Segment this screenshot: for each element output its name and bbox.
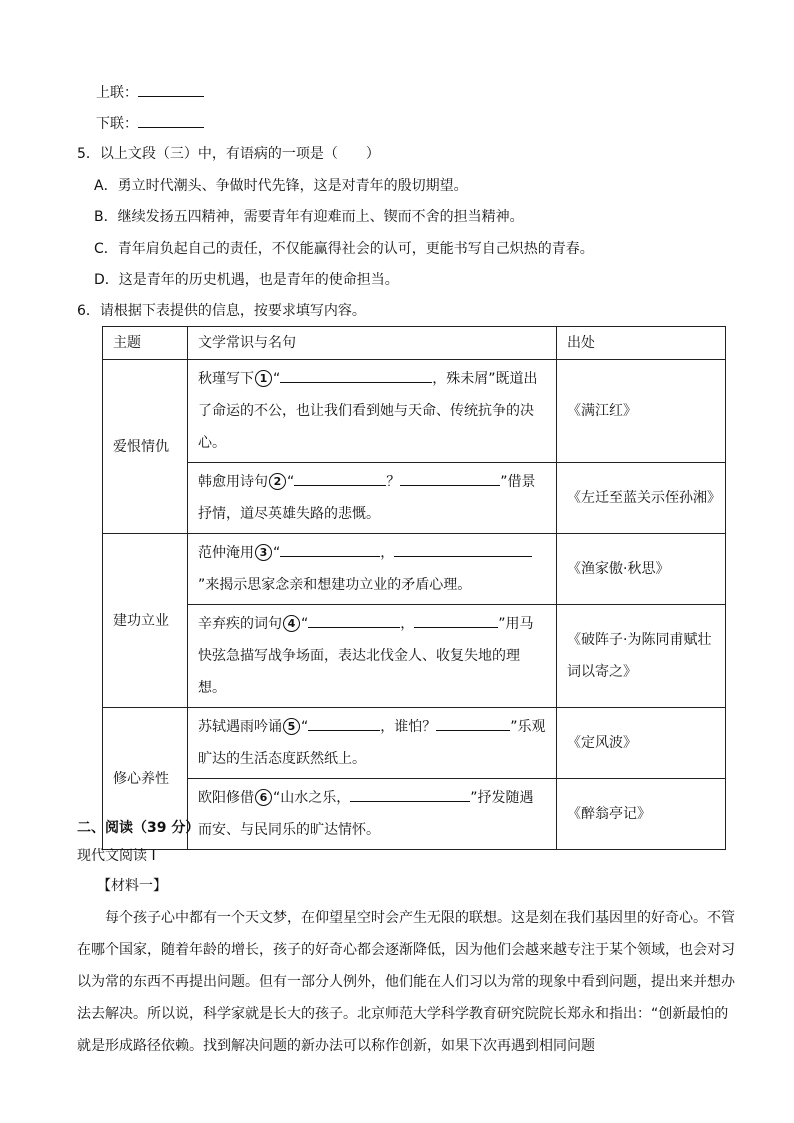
q5-option-a: A．勇立时代潮头、争做时代先锋，这是对青年的殷切期望。	[94, 178, 468, 194]
couplet-lower-blank[interactable]	[138, 113, 204, 128]
literature-table	[102, 326, 726, 850]
table-row	[103, 779, 726, 850]
content-cell: 秋瑾写下 1 “ ，殊未屑”既道出了命运的不公，也让我们看到她与天命、传统抗争的决心。	[188, 360, 557, 463]
table-row	[103, 534, 726, 605]
answer-blank[interactable]	[394, 542, 532, 557]
circled-number: 4	[283, 615, 300, 632]
answer-blank[interactable]	[350, 787, 470, 802]
header-theme: 主题	[103, 327, 188, 360]
circled-number: 6	[255, 789, 272, 806]
answer-blank[interactable]	[436, 716, 510, 731]
source-cell: 《渔家傲·秋思》	[557, 534, 726, 605]
content-cell: 欧阳修借 6 “山水之乐， ”抒发随遇而安、与民同乐的旷达情怀。	[188, 779, 557, 850]
q5-option-d: D．这是青年的历史机遇，也是青年的使命担当。	[94, 272, 399, 288]
header-content: 文学常识与名句	[188, 327, 557, 360]
table-header-row	[103, 327, 726, 360]
table-row	[103, 463, 726, 534]
theme-cell: 建功立业	[103, 534, 188, 708]
table-row	[103, 605, 726, 708]
source-cell: 《破阵子·为陈同甫赋壮词以寄之》	[557, 605, 726, 708]
circled-number: 5	[283, 718, 300, 735]
table-row	[103, 708, 726, 779]
table-row	[103, 360, 726, 463]
reading-paragraph: 每个孩子心中都有一个天文梦，在仰望星空时会产生无限的联想。这是刻在我们基因里的好奇心。不管在哪个国家，随着年龄的增长，孩子的好奇心都会逐渐降低，因为他们会越来越专注于某个领域，也会对习以为常的东西不再提出问题。但有一部分人例外，他们能在人们习以为常的现象中看到问题，提出来并想办法去解决。所以说，科学家就是长大的孩子。北京师范大学科学教育研究院院长郑永和指出：“创新最怕的就是形成路径依赖。找到解决问题的新办法可以称作创新，如果下次再遇到相同问题	[77, 910, 735, 1054]
circled-number: 2	[269, 473, 286, 490]
answer-blank[interactable]	[280, 542, 380, 557]
answer-blank[interactable]	[308, 716, 380, 731]
couplet-upper-blank[interactable]	[138, 82, 204, 97]
source-cell: 《满江红》	[557, 360, 726, 463]
content-cell: 范仲淹用 3 “ ，”来揭示思家念亲和想建功立业的矛盾心理。	[188, 534, 557, 605]
answer-blank[interactable]	[414, 613, 498, 628]
q6-stem: 6．请根据下表提供的信息，按要求填写内容。	[77, 303, 366, 319]
circled-number: 3	[255, 544, 272, 561]
theme-cell: 修心养性	[103, 708, 188, 850]
content-cell: 韩愈用诗句 2 “ ？ ”借景抒情，道尽英雄失路的悲慨。	[188, 463, 557, 534]
couplet-lower	[96, 113, 204, 134]
section-title: 二、阅读（39 分）	[77, 820, 200, 836]
material-label: 【材料一】	[97, 878, 167, 894]
circled-number: 1	[255, 370, 272, 387]
couplet-lower-label: 下联：	[96, 116, 138, 132]
q5-stem: 5．以上文段（三）中，有语病的一项是（ ）	[77, 146, 380, 162]
q5-option-b: B．继续发扬五四精神，需要青年有迎难而上、锲而不舍的担当精神。	[94, 209, 524, 225]
source-cell: 《定风波》	[557, 708, 726, 779]
answer-blank[interactable]	[308, 613, 400, 628]
section-subtitle: 现代文阅读 I	[77, 848, 156, 864]
couplet-upper	[96, 82, 204, 103]
couplet-upper-label: 上联：	[96, 85, 138, 101]
q5-option-c: C．青年肩负起自己的责任，不仅能赢得社会的认可，更能书写自己炽热的青春。	[94, 241, 594, 257]
header-source: 出处	[557, 327, 726, 360]
content-cell: 辛弃疾的词句 4 “ ， ”用马快弦急描写战争场面，表达北伐金人、收复失地的理想。	[188, 605, 557, 708]
answer-blank[interactable]	[294, 471, 386, 486]
theme-cell: 爱恨情仇	[103, 360, 188, 534]
source-cell: 《左迁至蓝关示侄孙湘》	[557, 463, 726, 534]
content-cell: 苏轼遇雨吟诵 5 “ ，谁怕？ ”乐观旷达的生活态度跃然纸上。	[188, 708, 557, 779]
answer-blank[interactable]	[400, 471, 500, 486]
source-cell: 《醉翁亭记》	[557, 779, 726, 850]
answer-blank[interactable]	[280, 368, 432, 383]
